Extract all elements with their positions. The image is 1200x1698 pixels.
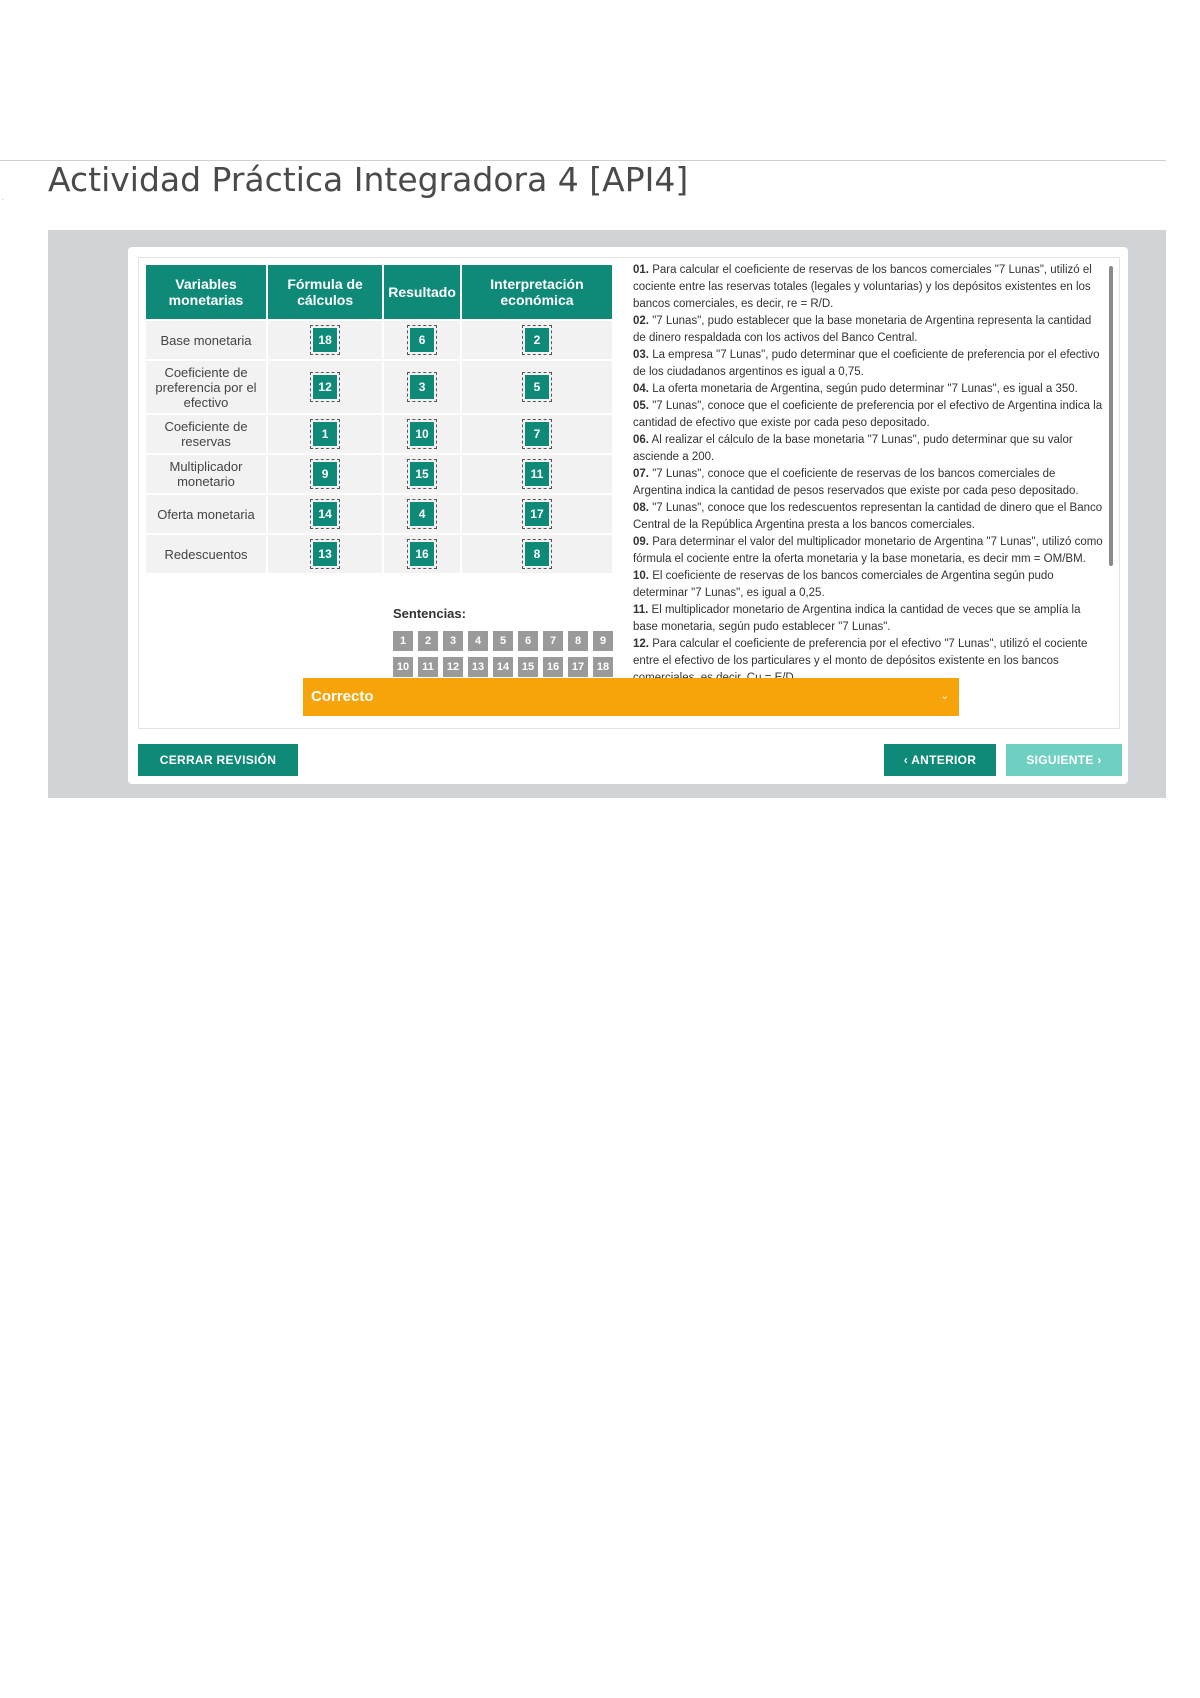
next-button[interactable] — [1006, 744, 1122, 776]
formula-cell — [267, 534, 383, 574]
previous-label: ANTERIOR — [911, 753, 977, 767]
drop-zone[interactable] — [407, 459, 437, 489]
sentence-chip[interactable]: 11 — [418, 657, 438, 677]
resultado-cell — [383, 360, 461, 414]
close-review-button[interactable]: CERRAR REVISIÓN — [138, 744, 298, 776]
row-label: Redescuentos — [145, 534, 267, 574]
answer-chip[interactable]: 7 — [525, 422, 549, 446]
drop-zone[interactable] — [310, 372, 340, 402]
header-resultado: Resultado — [383, 264, 461, 320]
table-row — [145, 494, 613, 534]
table-row — [145, 360, 613, 414]
statement-item: 11. El multiplicador monetario de Argentina indica la cantidad de veces que se amplía la base monetaria, según pudo establecer "7 Lunas". — [633, 604, 1081, 633]
resultado-cell — [383, 454, 461, 494]
table-header-row — [145, 264, 613, 320]
activity-card — [128, 247, 1128, 784]
sentence-chip[interactable]: 17 — [568, 657, 588, 677]
statement-item: 08. "7 Lunas", conoce que los redescuentos representan la cantidad de dinero que el Banco Central de la República Argentina presta a los bancos comerciales. — [633, 502, 1103, 531]
resultado-cell — [383, 414, 461, 454]
interpretacion-cell — [461, 320, 613, 360]
drop-zone[interactable] — [522, 372, 552, 402]
drop-zone[interactable] — [407, 372, 437, 402]
resultado-cell — [383, 494, 461, 534]
sentence-chip[interactable]: 10 — [393, 657, 413, 677]
statements-list[interactable] — [633, 262, 1103, 724]
answer-chip[interactable]: 15 — [410, 462, 434, 486]
sentence-chip[interactable]: 12 — [443, 657, 463, 677]
drop-zone[interactable] — [310, 539, 340, 569]
drop-zone[interactable] — [310, 419, 340, 449]
statement-item: 10. El coeficiente de reservas de los bancos comerciales de Argentina según pudo determinar "7 Lunas", es igual a 0,25. — [633, 570, 1054, 599]
statements-scrollbar[interactable] — [1109, 266, 1113, 566]
sentence-chip[interactable]: 15 — [518, 657, 538, 677]
chevron-right-icon: › — [1097, 753, 1102, 767]
next-label: SIGUIENTE — [1026, 753, 1094, 767]
table-row — [145, 534, 613, 574]
sentence-chip[interactable]: 13 — [468, 657, 488, 677]
answer-chip[interactable]: 4 — [410, 502, 434, 526]
answer-chip[interactable]: 17 — [525, 502, 549, 526]
statement-item: 05. "7 Lunas", conoce que el coeficiente de preferencia por el efectivo de Argentina indica la cantidad de efectivo que existe por cada peso depositado. — [633, 400, 1103, 429]
sentence-chip[interactable]: 5 — [493, 631, 513, 651]
answer-chip[interactable]: 2 — [525, 328, 549, 352]
formula-cell — [267, 454, 383, 494]
variables-table — [144, 263, 614, 575]
drop-zone[interactable] — [310, 325, 340, 355]
sentence-chip[interactable]: 9 — [593, 631, 613, 651]
drop-zone[interactable] — [310, 459, 340, 489]
sentence-chip[interactable]: 16 — [543, 657, 563, 677]
row-label: Multiplicador monetario — [145, 454, 267, 494]
interpretacion-cell — [461, 414, 613, 454]
answer-chip[interactable]: 6 — [410, 328, 434, 352]
statement-item: 03. La empresa "7 Lunas", pudo determinar que el coeficiente de preferencia por el efectivo de los ciudadanos argentinos es igual a 0,75. — [633, 349, 1100, 378]
feedback-banner — [303, 678, 959, 716]
sentence-chips-row-1 — [393, 631, 613, 651]
resultado-cell — [383, 534, 461, 574]
sentences-bank — [393, 606, 613, 683]
row-label: Coeficiente de reservas — [145, 414, 267, 454]
row-label: Base monetaria — [145, 320, 267, 360]
table-row — [145, 454, 613, 494]
drop-zone[interactable] — [522, 539, 552, 569]
answer-chip[interactable]: 1 — [313, 422, 337, 446]
sentences-title: Sentencias: — [393, 606, 466, 621]
answer-chip[interactable]: 13 — [313, 542, 337, 566]
drop-zone[interactable] — [522, 499, 552, 529]
table-row — [145, 414, 613, 454]
answer-chip[interactable]: 10 — [410, 422, 434, 446]
margin-mark: . — [2, 196, 4, 202]
table-row — [145, 320, 613, 360]
feedback-text: Correcto — [311, 688, 374, 705]
drop-zone[interactable] — [407, 325, 437, 355]
answer-chip[interactable]: 5 — [525, 375, 549, 399]
row-label: Coeficiente de preferencia por el efectivo — [145, 360, 267, 414]
page-title: Actividad Práctica Integradora 4 [API4] — [48, 160, 689, 199]
drop-zone[interactable] — [522, 325, 552, 355]
answer-chip[interactable]: 18 — [313, 328, 337, 352]
interpretacion-cell — [461, 534, 613, 574]
formula-cell — [267, 494, 383, 534]
statement-item: 04. La oferta monetaria de Argentina, según pudo determinar "7 Lunas", es igual a 350. — [633, 383, 1078, 395]
answer-chip[interactable]: 9 — [313, 462, 337, 486]
chevron-left-icon: ‹ — [903, 753, 908, 767]
sentence-chip[interactable]: 2 — [418, 631, 438, 651]
drop-zone[interactable] — [407, 419, 437, 449]
header-interpretacion: Interpretación económica — [461, 264, 613, 320]
drop-zone[interactable] — [407, 539, 437, 569]
header-variables: Variables monetarias — [145, 264, 267, 320]
sentence-chip[interactable]: 18 — [593, 657, 613, 677]
chevron-down-icon[interactable]: ⌄ — [940, 691, 949, 702]
statement-item: 01. Para calcular el coeficiente de reservas de los bancos comerciales "7 Lunas", utilizó el cociente entre las reservas totales (legales y voluntarias) y los depósitos existentes en los bancos comerciales, es decir, re = R/D. — [633, 264, 1092, 310]
sentence-chip[interactable]: 14 — [493, 657, 513, 677]
interpretacion-cell — [461, 360, 613, 414]
statement-item: 12. Para calcular el coeficiente de preferencia por el efectivo "7 Lunas", utilizó el cociente entre el efectivo de los particulares y el monto de depósitos existente en los bancos — [633, 638, 1088, 667]
resultado-cell — [383, 320, 461, 360]
answer-chip[interactable]: 12 — [313, 375, 337, 399]
header-formula: Fórmula de cálculos — [267, 264, 383, 320]
drop-zone[interactable] — [522, 419, 552, 449]
drop-zone[interactable] — [522, 459, 552, 489]
answer-chip[interactable]: 14 — [313, 502, 337, 526]
answer-chip[interactable]: 3 — [410, 375, 434, 399]
sentence-chip[interactable]: 8 — [568, 631, 588, 651]
drop-zone[interactable] — [407, 499, 437, 529]
sentence-chip[interactable]: 3 — [443, 631, 463, 651]
answer-chip[interactable]: 8 — [525, 542, 549, 566]
sentence-chip[interactable]: 4 — [468, 631, 488, 651]
row-label: Oferta monetaria — [145, 494, 267, 534]
formula-cell — [267, 320, 383, 360]
statement-item: 07. "7 Lunas", conoce que el coeficiente de reservas de los bancos comerciales de Argentina indica la cantidad de pesos reservados que existe por cada peso depositado. — [633, 468, 1079, 497]
sentence-chips-row-2 — [393, 657, 613, 677]
activity-area — [138, 257, 1120, 729]
answer-chip[interactable]: 11 — [525, 462, 549, 486]
drop-zone[interactable] — [310, 499, 340, 529]
statement-item: 02. "7 Lunas", pudo establecer que la base monetaria de Argentina representa la cantidad de dinero respaldada con los activos del Banco Central. — [633, 315, 1092, 344]
sentence-chip[interactable]: 6 — [518, 631, 538, 651]
formula-cell — [267, 360, 383, 414]
interpretacion-cell — [461, 454, 613, 494]
formula-cell — [267, 414, 383, 454]
activity-frame — [48, 230, 1166, 798]
statement-item: 09. Para determinar el valor del multiplicador monetario de Argentina "7 Lunas", utilizó como fórmula el cociente entre la oferta monetaria y la base monetaria, es decir mm = OM/BM. — [633, 536, 1103, 565]
sentence-chip[interactable]: 1 — [393, 631, 413, 651]
answer-chip[interactable]: 16 — [410, 542, 434, 566]
statement-item: 06. Al realizar el cálculo de la base monetaria "7 Lunas", pudo determinar que su valor asciende a 200. — [633, 434, 1073, 463]
sentence-chip[interactable]: 7 — [543, 631, 563, 651]
interpretacion-cell — [461, 494, 613, 534]
previous-button[interactable] — [884, 744, 996, 776]
